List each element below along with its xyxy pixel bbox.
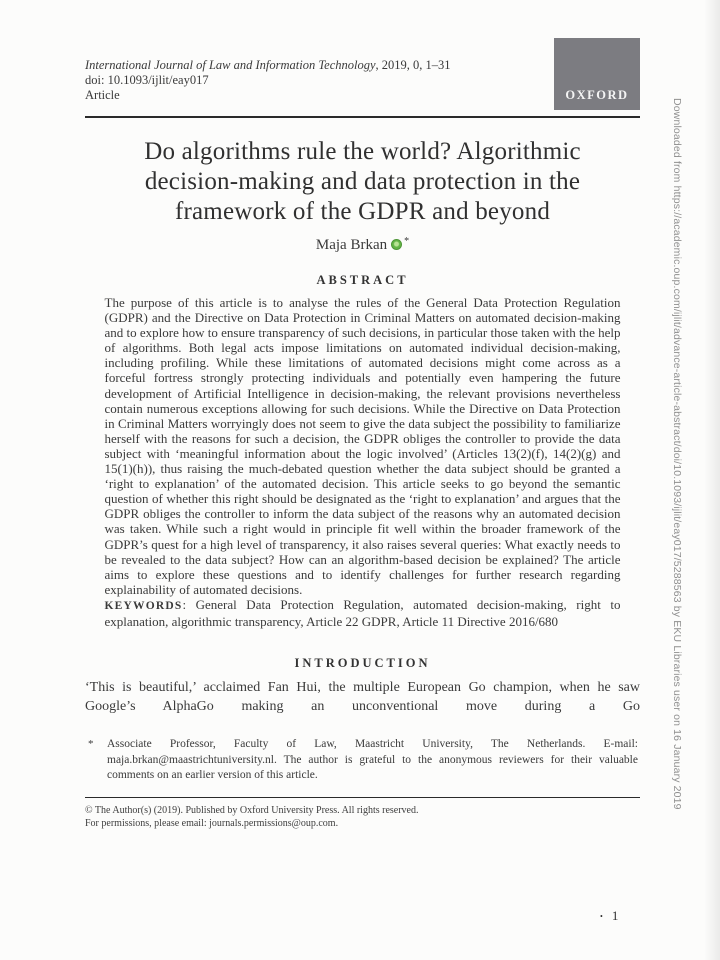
copyright-imprint: [85, 804, 640, 831]
author-line: [85, 236, 640, 254]
author-name: Maja Brkan: [315, 237, 388, 253]
author-footnote-marker: *: [404, 236, 410, 247]
orcid-icon: [391, 239, 402, 250]
abstract-block: [105, 295, 621, 629]
journal-volume-pages: , 2019, 0, 1–31: [375, 58, 451, 72]
permissions-line: For permissions, please email: journals.permissions@oup.com.: [85, 818, 339, 830]
article-type-label: Article: [85, 88, 120, 102]
journal-name: International Journal of Law and Information Technology: [85, 58, 376, 72]
page-number: 1: [611, 908, 619, 923]
footnote-text: Associate Professor, Faculty of Law, Maastricht University, The Netherlands. E-mail: maja.brkan@maastrichtuniversity.nl. The author is grateful to the anonymous reviewers for their valuable comments on an earlier version of this article.: [107, 738, 638, 782]
keywords-line: [105, 597, 621, 629]
oxford-logo-text: OXFORD: [565, 88, 629, 102]
keywords-label: KEYWORDS: [104, 599, 183, 612]
doi-line: doi: 10.1093/ijlit/eay017: [85, 73, 209, 87]
footer-bullet: •: [600, 911, 603, 921]
oxford-university-press-logo: [554, 38, 640, 110]
abstract-text: The purpose of this article is to analyse the rules of the General Data Protection Regulation (GDPR) and the Directive on Data Protection in Criminal Matters on automated decision-making and to explore how to ensure transparency of such decisions, in particular those taken with the help of algorithms. Both legal acts impose limitations on automated individual decision-making, including profiling. While these limitations of automated decisions might come across as a forceful fortress strongly protecting individuals and potentially even hampering the future development of Artificial Intelligence in decision-making, the relevant provisions nevertheless contain numerous exceptions allowing for such decisions. While the Directive on Data Protection in Criminal Matters worryingly does not seem to give the data subject the possibility to familiarize herself with the reasons for such a decision, the GDPR obliges the controller to provide the data subject with ‘meaningful information about the logic involved’ (Articles 13(2)(f), 14(2)(g) and 15(1)(h)), thus raising the much-debated question whether the data subject should be granted a ‘right to explanation’ of the automated decision. This article seeks to go beyond the semantic question of whether this right should be designated as the ‘right to explanation’ and argues that the GDPR obliges the controller to inform the data subject of the reasons why an automated decision was taken. While such a right would in principle fit well within the broader framework of the GDPR’s quest for a high level of transparency, it also raises several queries: What exactly needs to be revealed to the data subject? How can an algorithm-based decision be explained? The article aims to explore these questions and to identify challenges for further research regarding explainability of automated decisions.: [104, 295, 621, 597]
imprint-divider: [85, 797, 640, 798]
page-footer: [600, 908, 640, 924]
abstract-heading: ABSTRACT: [316, 273, 409, 287]
copyright-line: © The Author(s) (2019). Published by Oxford University Press. All rights reserved.: [85, 804, 419, 816]
journal-masthead: [85, 58, 640, 103]
page-content: [85, 58, 640, 831]
download-watermark: Downloaded from https://academic.oup.com/ijlit/advance-article-abstract/doi/10.1093/ijlit/eay017/5288563 by EKU Libraries user on 16 January 2019: [671, 98, 683, 810]
header-divider: [85, 116, 640, 118]
keywords-text: : General Data Protection Regulation, automated decision-making, right to explanation, algorithmic transparency, Article 22 GDPR, Article 11 Directive 2016/680: [104, 596, 621, 629]
introduction-text: ‘This is beautiful,’ acclaimed Fan Hui, the multiple European Go champion, when he saw Google’s AlphaGo making an unconventional move during a Go: [85, 680, 640, 715]
footnote-marker: *: [88, 738, 94, 751]
author-footnote: [85, 737, 640, 784]
article-title: Do algorithms rule the world? Algorithmic decision-making and data protection in the framework of the GDPR and beyond: [144, 138, 581, 225]
introduction-heading: INTRODUCTION: [294, 656, 431, 671]
